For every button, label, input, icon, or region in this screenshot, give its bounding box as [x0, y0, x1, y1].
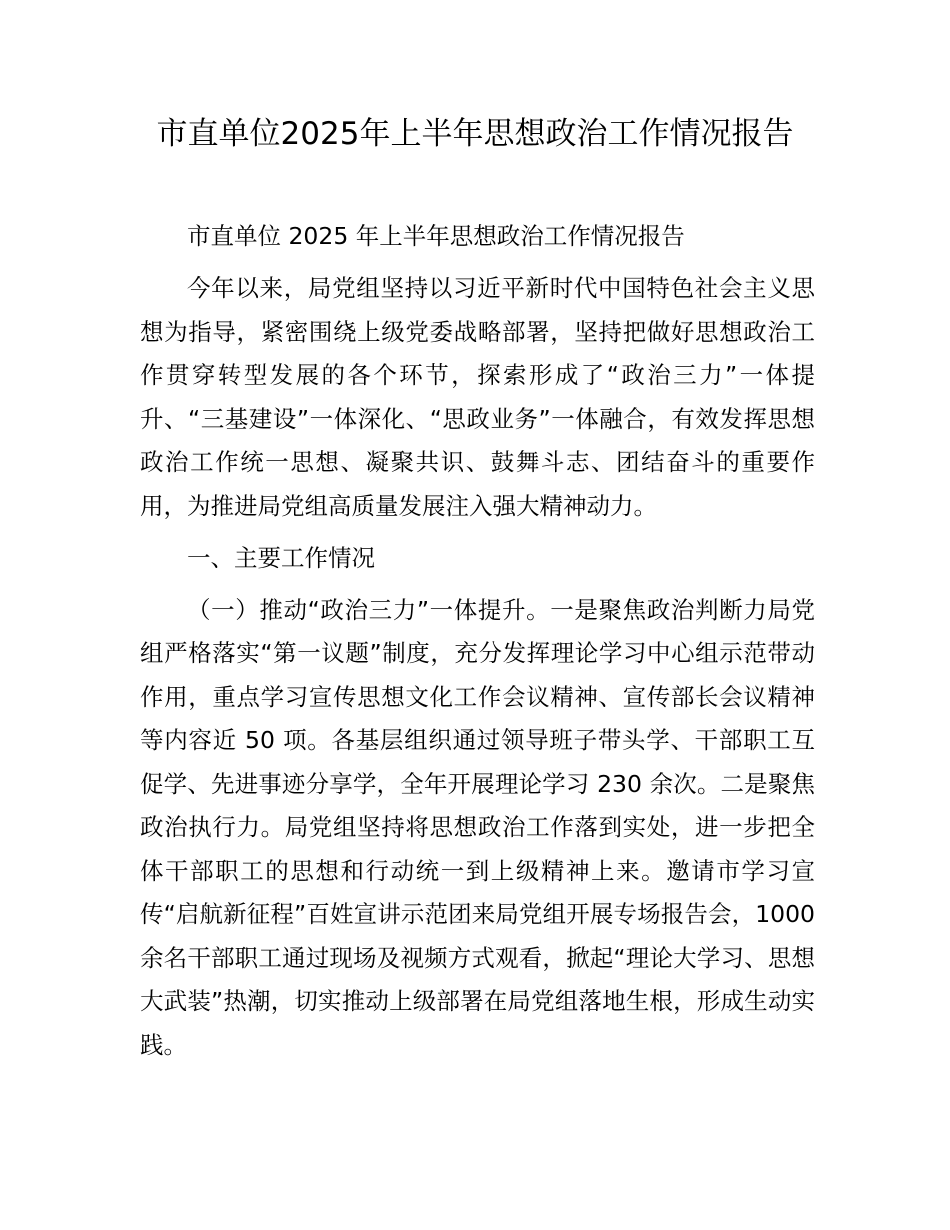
document-title: 市直单位2025年上半年思想政治工作情况报告 — [156, 116, 794, 152]
section-heading: 一、主要工作情况 — [187, 543, 375, 572]
document-body — [140, 215, 815, 1067]
section-paragraph: （一）推动“政治三力”一体提升。一是聚焦政治判断力局党组严格落实“第一议题”制度，充分发挥理论学习中心组示范带动作用，重点学习宣传思想文化工作会议精神、宣传部长会议精神等内容近 50 项。各基层组织通过领导班子带头学、干部职工互促学、先进事迹分享学，全年开展理论学习 230 余次。二是聚焦政治执行力。局党组坚持将思想政治工作落到实处，进一步把全体干部职工的思想和行动统一到上级精神上来。邀请市学习宣传“启航新征程”百姓宣讲示范团来局党组开展专场报告会，1000 余名干部职工通过现场及视频方式观看，掀起“理论大学习、思想大武装”热潮，切实推动上级部署在局党组落地生根，形成生动实践。 — [140, 595, 815, 1059]
intro-paragraph: 今年以来，局党组坚持以习近平新时代中国特色社会主义思想为指导，紧密围绕上级党委战略部署，坚持把做好思想政治工作贯穿转型发展的各个环节，探索形成了“政治三力”一体提升、“三基建设”一体深化、“思政业务”一体融合，有效发挥思想政治工作统一思想、凝聚共识、鼓舞斗志、团结奋斗的重要作用，为推进局党组高质量发展注入强大精神动力。 — [140, 274, 815, 520]
subtitle-paragraph: 市直单位 2025 年上半年思想政治工作情况报告 — [187, 222, 685, 250]
